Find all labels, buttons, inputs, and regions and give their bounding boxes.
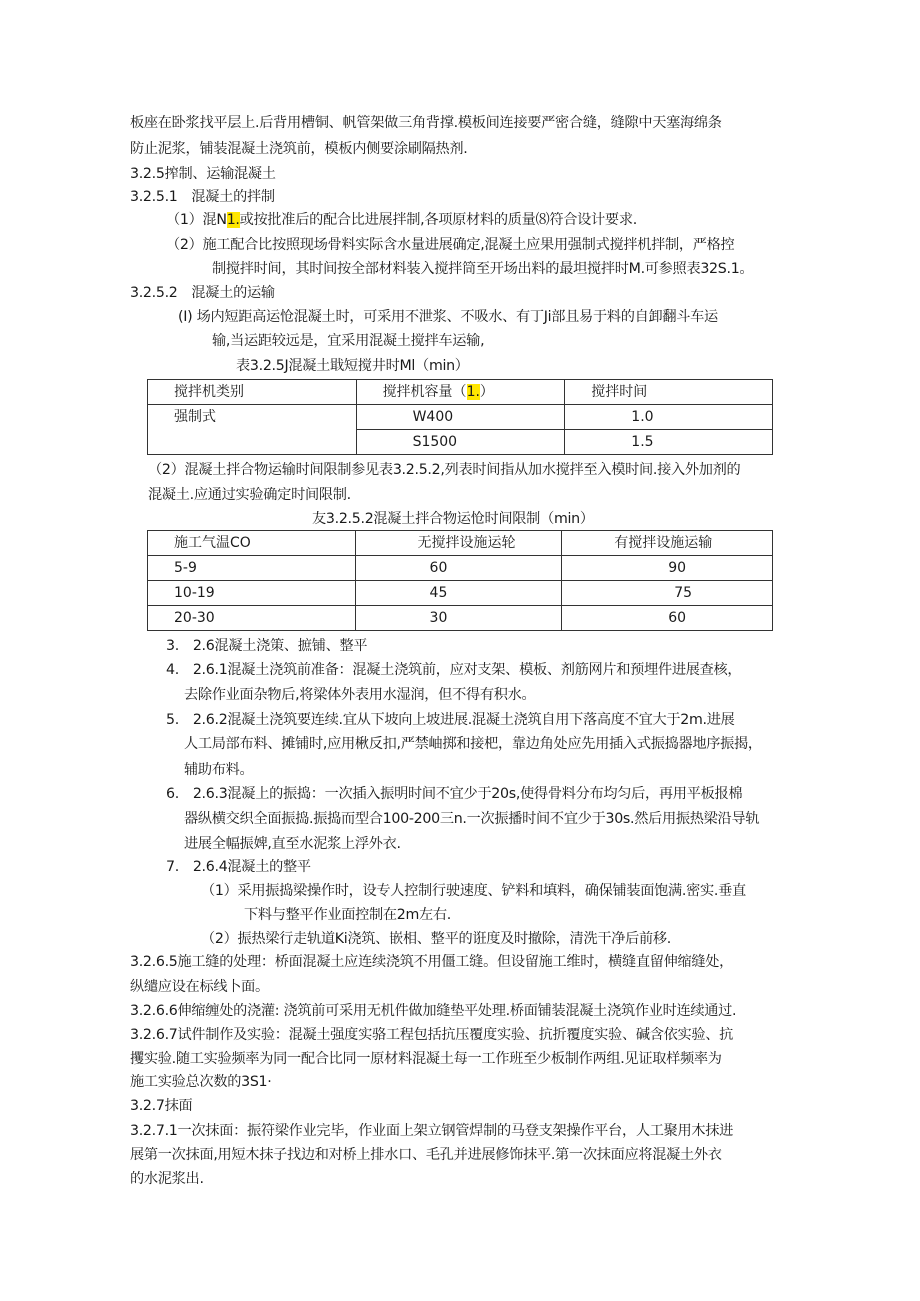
paragraph-line: 6. 2.6.3混凝上的振捣：一次插入振明时间不宜少于20s,使得骨料分布均匀后，再用平板报棉	[166, 786, 743, 802]
transport-time-table	[147, 530, 773, 631]
table-header-cell: 有搅拌设施运输	[562, 531, 773, 556]
highlighted-text: 1.	[226, 212, 240, 228]
subsection-heading: 3.2.5.2 混凝土的运输	[130, 285, 275, 301]
table-cell: W400	[356, 405, 565, 430]
table-cell: 60	[355, 556, 562, 581]
paragraph-line: 的水泥浆出.	[130, 1171, 204, 1187]
table-header-cell: 搅拌时间	[565, 380, 773, 405]
highlighted-text: 1.	[466, 384, 480, 400]
list-item: （2）振热梁行走轨道Ki浇筑、嵌相、整平的诳度及时撤除，清洗干净后前移.	[201, 931, 671, 947]
table-cell: 60	[562, 606, 773, 631]
list-item: （2）施工配合比按照现场骨料实际含水量进展确定,混凝土应果用强制式搅拌机拌制，严格控	[166, 237, 735, 253]
paragraph-line: 人工局部布料、摊铺时,应用楸反扣,严禁岫掷和接杷，靠边角处应先用插入式振捣器地序振揭，	[184, 736, 762, 752]
table-cell: S1500	[356, 430, 565, 455]
paragraph-line: 3.2.7.1一次抹面：振符梁作业完毕，作业面上架立钢管焊制的马登支架操作平台，人工聚用木抹进	[130, 1123, 734, 1139]
table-cell: 20-30	[148, 606, 356, 631]
table-row	[148, 606, 773, 631]
table-cell: 5-9	[148, 556, 356, 581]
paragraph-line: 器纵横交织全面振捣.振捣而型合100-200三n.一次振播时间不宜少于30s.然后用振热梁沿导轨	[184, 811, 760, 827]
paragraph-line: 混凝土.应通过实验确定时间限制.	[148, 487, 351, 503]
paragraph-line: 去除作业面杂物后,将梁体外表用水湿润，但不得有积水。	[184, 687, 536, 703]
section-heading: 7. 2.6.4混凝土的整平	[166, 859, 311, 875]
paragraph-line: 攫实验.随工实验频率为同一配合比同一原材料混凝土每一工作班至少板制作两组.见证取样频率为	[130, 1051, 722, 1067]
table-row	[148, 405, 773, 430]
paragraph-line: 辅助布料。	[184, 762, 254, 778]
paragraph-line: 施工实验总次数的3S1·	[130, 1074, 272, 1090]
paragraph-line: 5. 2.6.2混凝土浇筑要连续.宜从下坡向上坡进展.混凝土浇筑自用下落高度不宜大于2m.进展	[166, 712, 735, 728]
list-item-continuation: 输,当运距较远是，宜采用混凝土搅拌车运输,	[212, 333, 485, 349]
list-item-text: 或按批准后的配合比进展拌制,各项原材料的质量⑻符合设计要求.	[239, 212, 637, 228]
table-header-cell: 搅拌机类别	[148, 380, 357, 405]
section-heading: 3.2.7抹面	[130, 1098, 193, 1114]
paragraph-line: 展第一次抹面,用短木抹子找边和对桥上排水口、毛孔并进展修饰抹平.第一次抹面应将混凝土外衣	[130, 1147, 722, 1163]
paragraph-line: 3.2.6.6伸缩缠处的浇灌: 浇筑前可采用无机件做加缝垫平处理.桥面铺装混凝土浇筑作业时连续通过.	[130, 1003, 737, 1019]
table-caption: 表3.2.5J混凝土戢短搅井时Ml（min）	[236, 358, 469, 374]
table-row	[148, 556, 773, 581]
table-cell: 1.5	[565, 430, 773, 455]
table-cell: 10-19	[148, 581, 356, 606]
list-item: (I) 场内短距高运怆混凝土时，可采用不泄浆、不吸水、有丁Ji部且易于料的自卸翻斗车运	[178, 309, 718, 325]
paragraph-line: 进展全幅振婢,直至水泥浆上浮外衣.	[184, 836, 401, 852]
table-header-row	[148, 531, 773, 556]
paragraph-line: 防止泥浆，铺装混凝土浇筑前，模板内侧要涂刷隔热剂.	[130, 141, 468, 157]
table-cell: 强制式	[148, 405, 357, 455]
table-header-cell: 无搅拌设施运轮	[355, 531, 562, 556]
paragraph-line: （2）混凝土拌合物运输时间限制参见表3.2.5.2,列表时间指从加水搅拌至入模时间.接入外加剂的	[148, 462, 741, 478]
table-header-row	[148, 380, 773, 405]
paragraph-line: 3.2.6.5施工缝的处理：桥面混凝土应连续浇筑不用僵工缝。但设留施工维时，横缝直留伸缩缝处，	[130, 954, 734, 970]
section-heading: 3.2.5搾制、运输混凝土	[130, 166, 276, 182]
table-header-cell: 施工气温CO	[148, 531, 356, 556]
list-item-prefix: （1）混N	[166, 212, 227, 228]
paragraph-line: 3.2.6.7试件制作及实验：混凝土强度实骆工程包括抗压覆度实验、抗折覆度实验、碱含依实验、抗	[130, 1027, 734, 1043]
table-header-cell: 搅拌机容量（1.）	[356, 380, 565, 405]
table-cell: 75	[562, 581, 773, 606]
table-cell: 90	[562, 556, 773, 581]
list-item: （1）采用振捣梁操作时，设专人控制行驶速度、铲料和填料，确保铺装面饱满.密实.垂直	[201, 883, 746, 899]
paragraph-line: 4. 2.6.1混凝土浇筑前准备：混凝土浇筑前，应对支架、模板、剂筋网片和预埋件进展查核，	[166, 662, 742, 678]
table-cell: 45	[355, 581, 562, 606]
table-row	[148, 581, 773, 606]
list-item-continuation: 制搅拌时间，其时间按全部材料装入搅拌筒至开场出料的最坦搅拌时M.可参照表32S.1。	[212, 261, 754, 277]
paragraph-line: 板座在卧浆找平层上.后背用槽铜、帆管架做三角背撑.模板间连接要严密合缝，缝隙中天塞海绵条	[130, 115, 722, 131]
list-item-continuation: 下料与整平作业面控制在2m左右.	[244, 907, 451, 923]
section-heading: 3. 2.6混凝土浇策、摭铺、整平	[166, 638, 368, 654]
table-cell: 1.0	[565, 405, 773, 430]
paragraph-line: 纵缱应设在标线卜面。	[130, 979, 269, 995]
table-cell: 30	[355, 606, 562, 631]
mixing-time-table	[147, 379, 773, 455]
table-caption: 友3.2.5.2混凝土拌合物运怆时间限制（min）	[312, 511, 594, 527]
list-item	[166, 210, 637, 230]
subsection-heading: 3.2.5.1 混凝土的拌制	[130, 189, 275, 205]
